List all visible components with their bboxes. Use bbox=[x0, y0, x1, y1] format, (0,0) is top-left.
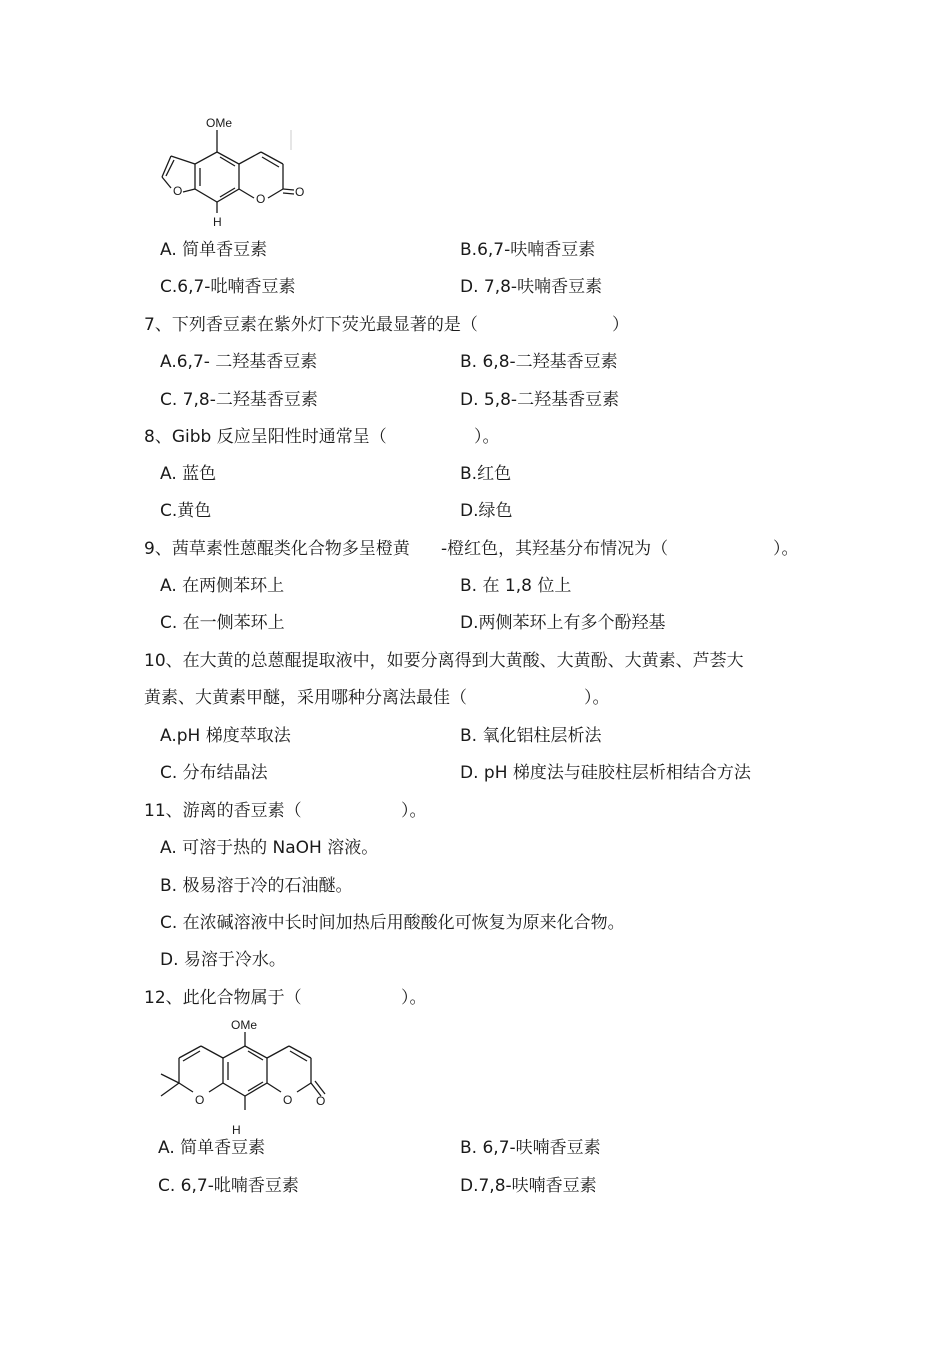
q7-option-a: A.6,7- 二羟基香豆素 bbox=[160, 352, 318, 372]
q11-option-c: C. 在浓碱溶液中长时间加热后用酸酸化可恢复为原来化合物。 bbox=[160, 913, 625, 933]
q10-option-c: C. 分布结晶法 bbox=[160, 763, 268, 783]
q11-option-d: D. 易溶于冷水。 bbox=[160, 950, 286, 970]
furocoumarin-structure bbox=[158, 110, 308, 230]
q6-option-b: B.6,7-呋喃香豆素 bbox=[460, 240, 596, 260]
q8-close: ）。 bbox=[474, 427, 500, 447]
q10-stem-line2: 黄素、大黄素甲醚，采用哪种分离法最佳（ bbox=[144, 688, 467, 708]
q12-stem: 12、此化合物属于（ bbox=[144, 988, 302, 1008]
hydrogen-label-2: H bbox=[232, 1123, 241, 1137]
q11-close: ）。 bbox=[401, 801, 427, 821]
methoxy-label-2: OMe bbox=[231, 1018, 258, 1032]
q6-option-c: C.6,7-吡喃香豆素 bbox=[160, 277, 296, 297]
q12-option-b: B. 6,7-呋喃香豆素 bbox=[460, 1138, 601, 1158]
q8-option-b: B.红色 bbox=[460, 464, 512, 484]
q12-close: ）。 bbox=[401, 988, 427, 1008]
q10-close: ）。 bbox=[584, 688, 610, 708]
q9-option-b: B. 在 1,8 位上 bbox=[460, 576, 572, 596]
ring-oxygen-label: O bbox=[256, 192, 266, 206]
q9-option-a: A. 在两侧苯环上 bbox=[160, 576, 285, 596]
q8-stem: 8、Gibb 反应呈阳性时通常呈（ bbox=[144, 427, 387, 447]
q8-option-c: C.黄色 bbox=[160, 501, 212, 521]
q6-option-d: D. 7,8-呋喃香豆素 bbox=[460, 277, 603, 297]
q8-option-d: D.绿色 bbox=[460, 501, 513, 521]
q12-option-c: C. 6,7-吡喃香豆素 bbox=[158, 1176, 299, 1196]
pyran-oxygen-label: O bbox=[195, 1093, 205, 1107]
carbonyl-oxygen-label: O bbox=[295, 185, 305, 199]
q7-stem: 7、下列香豆素在紫外灯下荧光最显著的是（ bbox=[144, 315, 478, 335]
q12-option-d: D.7,8-呋喃香豆素 bbox=[460, 1176, 597, 1196]
hydrogen-label: H bbox=[213, 215, 222, 229]
q10-option-a: A.pH 梯度萃取法 bbox=[160, 726, 291, 746]
q7-option-c: C. 7,8-二羟基香豆素 bbox=[160, 390, 318, 410]
q9-stem: 9、茜草素性蒽醌类化合物多呈橙黄 bbox=[144, 539, 410, 559]
q7-close: ） bbox=[612, 315, 629, 335]
q6-option-a: A. 简单香豆素 bbox=[160, 240, 268, 260]
q9-close: ）。 bbox=[773, 539, 799, 559]
methoxy-label: OMe bbox=[206, 116, 233, 130]
q9-stem-continued: -橙红色，其羟基分布情况为（ bbox=[441, 539, 669, 559]
q9-option-d: D.两侧苯环上有多个酚羟基 bbox=[460, 613, 666, 633]
carbonyl-oxygen-label-2: O bbox=[316, 1094, 326, 1108]
q7-option-d: D. 5,8-二羟基香豆素 bbox=[460, 390, 620, 410]
q11-option-a: A. 可溶于热的 NaOH 溶液。 bbox=[160, 838, 379, 858]
q10-stem-line1: 10、在大黄的总蒽醌提取液中，如要分离得到大黄酸、大黄酚、大黄素、芦荟大 bbox=[144, 651, 744, 671]
q10-option-b: B. 氧化铝柱层析法 bbox=[460, 726, 602, 746]
lactone-oxygen-label: O bbox=[283, 1093, 293, 1107]
q9-option-c: C. 在一侧苯环上 bbox=[160, 613, 285, 633]
q8-option-a: A. 蓝色 bbox=[160, 464, 217, 484]
q10-option-d: D. pH 梯度法与硅胶柱层析相结合方法 bbox=[460, 763, 751, 783]
q11-stem: 11、游离的香豆素（ bbox=[144, 801, 302, 821]
pyranocoumarin-structure bbox=[155, 1012, 335, 1137]
q12-option-a: A. 简单香豆素 bbox=[158, 1138, 266, 1158]
q7-option-b: B. 6,8-二羟基香豆素 bbox=[460, 352, 618, 372]
q11-option-b: B. 极易溶于冷的石油醚。 bbox=[160, 876, 353, 896]
furan-oxygen-label: O bbox=[173, 184, 183, 198]
